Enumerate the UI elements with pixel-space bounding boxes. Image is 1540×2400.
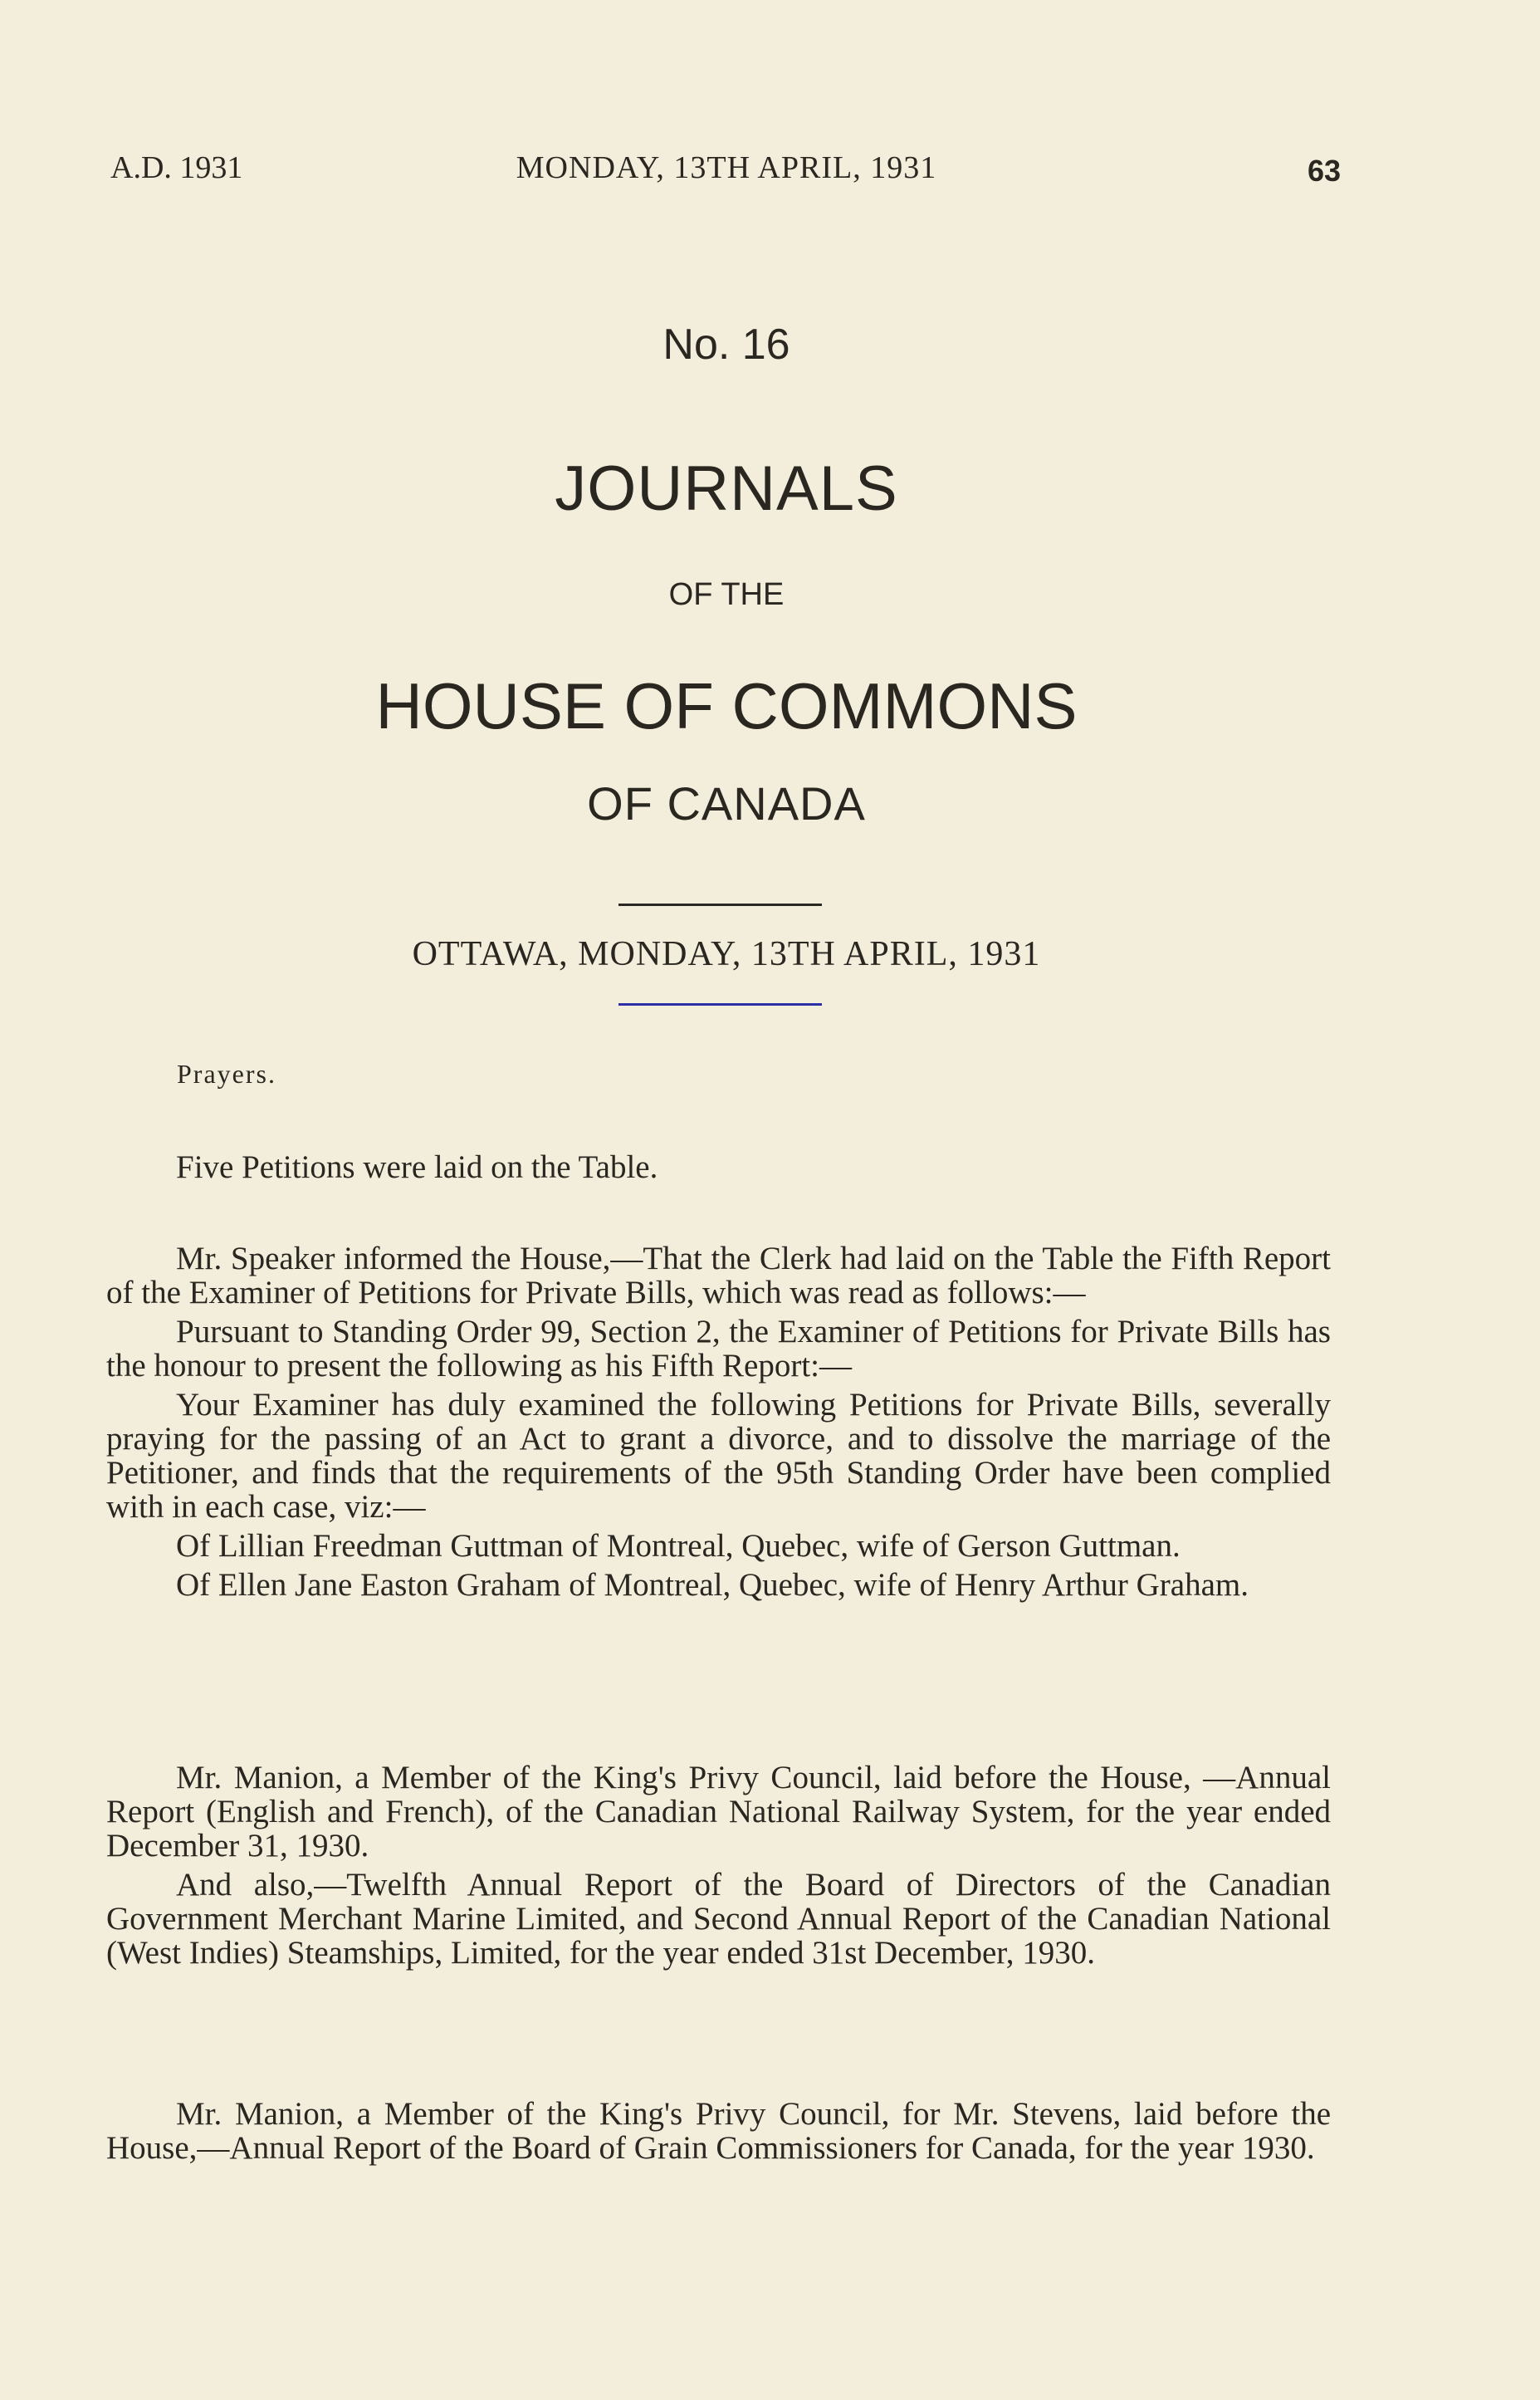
prayers-heading: Prayers. bbox=[177, 1059, 276, 1089]
speaker-paragraph: Mr. Speaker informed the House,—That the Clerk had laid on the Table the Fifth Report of the Examiner of Petitions for Private Bills, which was read as follows:— bbox=[106, 1241, 1331, 1310]
running-head bbox=[0, 149, 1540, 191]
journal-number: No. 16 bbox=[662, 321, 790, 369]
header-year: A.D. 1931 bbox=[110, 150, 243, 185]
manion-reports-section bbox=[106, 1761, 1331, 1970]
of-canada-line: OF CANADA bbox=[587, 777, 866, 830]
and-also-paragraph: And also,—Twelfth Annual Report of the Board of Directors of the Canadian Government Merchant Marine Limited, and Second Annual Report of the Canadian National (West Indies) Steamships, Limited, for the year ended 31st December, 1930. bbox=[106, 1867, 1331, 1971]
header-date: MONDAY, 13TH APRIL, 1931 bbox=[516, 150, 937, 185]
divider-rule-top bbox=[618, 904, 822, 906]
house-of-commons-title: HOUSE OF COMMONS bbox=[375, 669, 1078, 742]
dateline: OTTAWA, MONDAY, 13TH APRIL, 1931 bbox=[412, 935, 1041, 973]
grain-report-section bbox=[106, 2097, 1331, 2165]
examiner-report-section bbox=[106, 1242, 1331, 1602]
petitions-paragraph: Five Petitions were laid on the Table. bbox=[176, 1149, 658, 1185]
page-number: 63 bbox=[1308, 154, 1342, 188]
petitions-section bbox=[106, 1150, 1331, 1184]
graham-paragraph: Of Ellen Jane Easton Graham of Montreal, Quebec, wife of Henry Arthur Graham. bbox=[176, 1567, 1249, 1603]
guttman-paragraph: Of Lillian Freedman Guttman of Montreal, Quebec, wife of Gerson Guttman. bbox=[176, 1528, 1181, 1564]
manion-grain-paragraph: Mr. Manion, a Member of the King's Privy Council, for Mr. Stevens, laid before the House,—Annual Report of the Board of Grain Commissioners for Canada, for the year 1930. bbox=[106, 2096, 1331, 2166]
manion-railway-paragraph: Mr. Manion, a Member of the King's Privy Council, laid before the House, —Annual Report (English and French), of the Canadian National Railway System, for the year ended December 31, 1930. bbox=[106, 1760, 1331, 1864]
examiner-paragraph: Your Examiner has duly examined the following Petitions for Private Bills, severally praying for the passing of an Act to grant a divorce, and to dissolve the marriage of the Petitioner, and finds that the requirements of the 95th Standing Order have been complied with in each case, viz:— bbox=[106, 1387, 1331, 1525]
of-the-line: OF THE bbox=[668, 577, 785, 612]
pursuant-paragraph: Pursuant to Standing Order 99, Section 2, the Examiner of Petitions for Private Bills has the honour to present the following as his Fifth Report:— bbox=[106, 1314, 1331, 1384]
journals-title: JOURNALS bbox=[555, 453, 898, 524]
divider-rule-bottom bbox=[618, 1003, 822, 1006]
